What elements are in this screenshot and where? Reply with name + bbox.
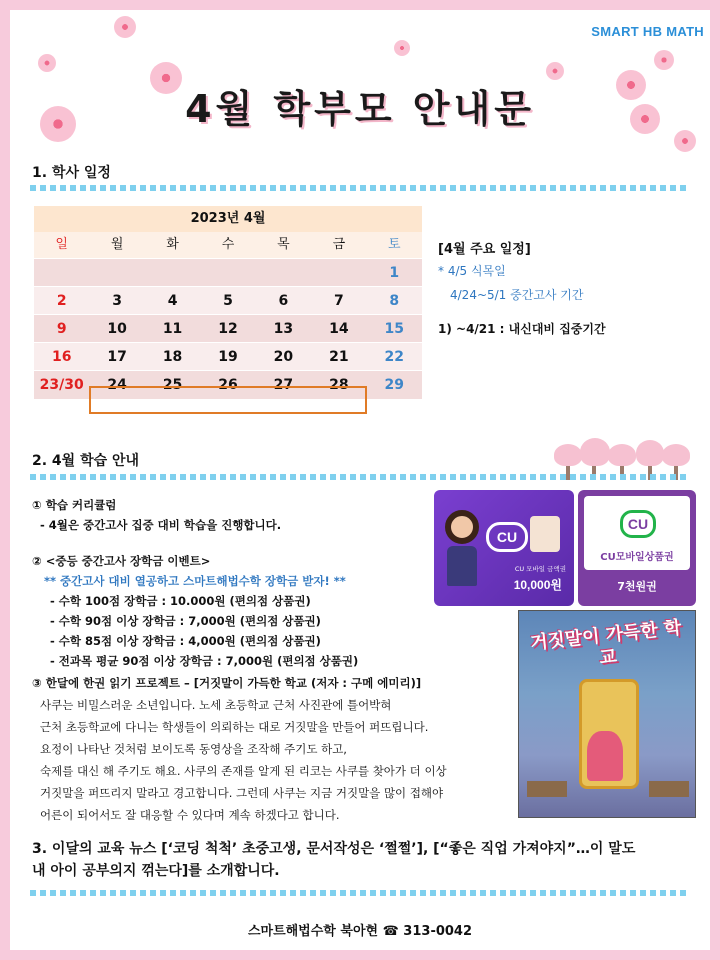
section-divider (30, 890, 690, 896)
curriculum-body: - 4월은 중간고사 집중 대비 학습을 진행합니다. (40, 518, 282, 532)
curriculum-title: ① 학습 커리큘럼 (32, 498, 117, 512)
page-title: 4월 학부모 안내문 (185, 87, 535, 131)
weekday-label: 금 (332, 237, 346, 252)
calendar-day: 20 (256, 342, 311, 371)
reading-project-title: ③ 한달에 한권 읽기 프로젝트 – [거짓말이 가득한 학교 (저자 : 구메 에미리)] (32, 676, 422, 690)
book-summary-line: 거짓말을 퍼뜨리지 말라고 경고합니다. 그런데 사쿠는 지금 거짓말을 많이 접해야 (40, 786, 444, 800)
book-summary-line: 숙제를 대신 해 주기도 해요. 사쿠의 존재를 알게 된 리코는 사쿠를 찾아가 더 이상 (40, 764, 447, 778)
blossom-icon (38, 54, 56, 72)
calendar-day (200, 258, 255, 287)
child-illustration (587, 731, 623, 781)
weekday-label: 수 (221, 237, 235, 252)
calendar (34, 206, 422, 398)
education-news-line: 3. 이달의 교육 뉴스 [‘코딩 척척’ 초중고생, 문서작성은 ‘쩔쩔’], [“좋은 직업 가져야지”…이 말도 (32, 841, 636, 857)
calendar-day: 23/30 (34, 370, 89, 399)
calendar-day (145, 258, 200, 287)
blossom-icon (394, 40, 410, 56)
calendar-day: 27 (256, 370, 311, 399)
calendar-day: 25 (145, 370, 200, 399)
calendar-weekdays (34, 232, 422, 258)
book-cover-title: 거짓말이 가득한 학교 (529, 617, 683, 669)
cu-card-caption: CU 모바일 금액권 (514, 565, 566, 573)
brand-logo: SMART HB MATH (591, 24, 704, 39)
book-summary-line: 어른이 되어서도 잘 대응할 수 있다며 계속 하겠다고 합니다. (40, 808, 340, 822)
calendar-day: 2 (34, 286, 89, 315)
calendar-day: 13 (256, 314, 311, 343)
book-summary-line: 근처 초등학교에 다니는 학생들이 의뢰하는 대로 거짓말을 만들어 퍼뜨립니다. (40, 720, 429, 734)
footer-contact: 스마트해법수학 북아현 ☎ 313-0042 (247, 924, 473, 939)
calendar-day (256, 258, 311, 287)
book-summary-line: 사쿠는 비밀스러운 소년입니다. 노세 초등학교 근처 사진관에 틀어박혀 (40, 698, 392, 712)
cu-logo: CU (620, 510, 656, 538)
exam-period-highlight (89, 386, 367, 414)
key-schedule-item: 4/24~5/1 중간고사 기간 (450, 288, 584, 302)
calendar-week (34, 258, 422, 286)
cu-logo: CU (486, 522, 528, 552)
scholarship-item: - 수학 100점 장학금 : 10.000원 (편의점 상품권) (50, 594, 311, 608)
calendar-day: 21 (311, 342, 366, 371)
calendar-day: 10 (89, 314, 144, 343)
scholarship-item: - 수학 85점 이상 장학금 : 4,000원 (편의점 상품권) (50, 634, 321, 648)
calendar-day: 7 (311, 286, 366, 315)
calendar-day: 3 (89, 286, 144, 315)
weekday-label: 일 (55, 237, 68, 252)
calendar-day: 17 (89, 342, 144, 371)
calendar-day: 16 (34, 342, 89, 371)
blossom-icon (654, 50, 674, 70)
book-cover-image (518, 610, 696, 818)
calendar-day: 28 (311, 370, 366, 399)
cu-voucher-amount: 7천원권 (617, 580, 657, 593)
weekday-label: 목 (277, 237, 290, 252)
key-schedule-title: [4월 주요 일정] (438, 242, 531, 257)
cu-gift-card-image (434, 490, 574, 606)
calendar-day: 11 (145, 314, 200, 343)
education-news (32, 838, 708, 882)
scholarship-highlight: ** 중간고사 대비 열공하고 스마트해법수학 장학금 받자! ** (44, 574, 346, 588)
calendar-day: 29 (367, 370, 422, 399)
calendar-week (34, 286, 422, 314)
character-illustration (442, 510, 482, 590)
calendar-day: 14 (311, 314, 366, 343)
calendar-day: 24 (89, 370, 144, 399)
education-news-line: 내 아이 공부의지 꺾는다]를 소개합니다. (32, 863, 280, 879)
weekday-label: 화 (166, 237, 179, 252)
blossom-trees-icon (550, 430, 690, 480)
section-title-learning: 2. 4월 학습 안내 (32, 453, 140, 469)
section-title-schedule: 1. 학사 일정 (32, 165, 111, 181)
calendar-header: 2023년 4월 (34, 206, 422, 232)
section-divider (30, 474, 690, 480)
weekday-label: 토 (387, 237, 401, 252)
blossom-icon (674, 130, 696, 152)
cu-card-price: 10,000원 (513, 578, 562, 592)
gift-box-icon (530, 516, 560, 552)
scholarship-item: - 수학 90점 이상 장학금 : 7,000원 (편의점 상품권) (50, 614, 321, 628)
calendar-week (34, 342, 422, 370)
weekday-label: 월 (110, 237, 124, 252)
cu-voucher-name: CU모바일상품권 (600, 552, 674, 563)
calendar-day: 19 (200, 342, 255, 371)
calendar-day: 8 (367, 286, 422, 315)
calendar-day (311, 258, 366, 287)
page (10, 10, 710, 950)
key-schedule-note: 1) ~4/21 : 내신대비 집중기간 (438, 322, 606, 336)
cu-voucher-image (578, 490, 696, 606)
calendar-day (34, 258, 89, 287)
scholarship-item: - 전과목 평균 90점 이상 장학금 : 7,000원 (편의점 상품권) (50, 654, 359, 668)
section-divider (30, 185, 690, 191)
calendar-day: 4 (145, 286, 200, 315)
calendar-day: 26 (200, 370, 255, 399)
calendar-week (34, 314, 422, 342)
calendar-day (89, 258, 144, 287)
calendar-day: 5 (200, 286, 255, 315)
calendar-day: 1 (367, 258, 422, 287)
calendar-day: 18 (145, 342, 200, 371)
calendar-day: 6 (256, 286, 311, 315)
calendar-day: 15 (367, 314, 422, 343)
desk-illustration (649, 781, 689, 797)
calendar-day: 9 (34, 314, 89, 343)
blossom-icon (114, 16, 136, 38)
calendar-day: 22 (367, 342, 422, 371)
scholarship-title: ② <중등 중간고사 장학금 이벤트> (32, 554, 211, 568)
book-summary-line: 요정이 나타난 것처럼 보이도록 동영상을 조작해 주기도 하고, (40, 742, 347, 756)
key-schedule-item: * 4/5 식목일 (438, 264, 506, 278)
calendar-day: 12 (200, 314, 255, 343)
desk-illustration (527, 781, 567, 797)
